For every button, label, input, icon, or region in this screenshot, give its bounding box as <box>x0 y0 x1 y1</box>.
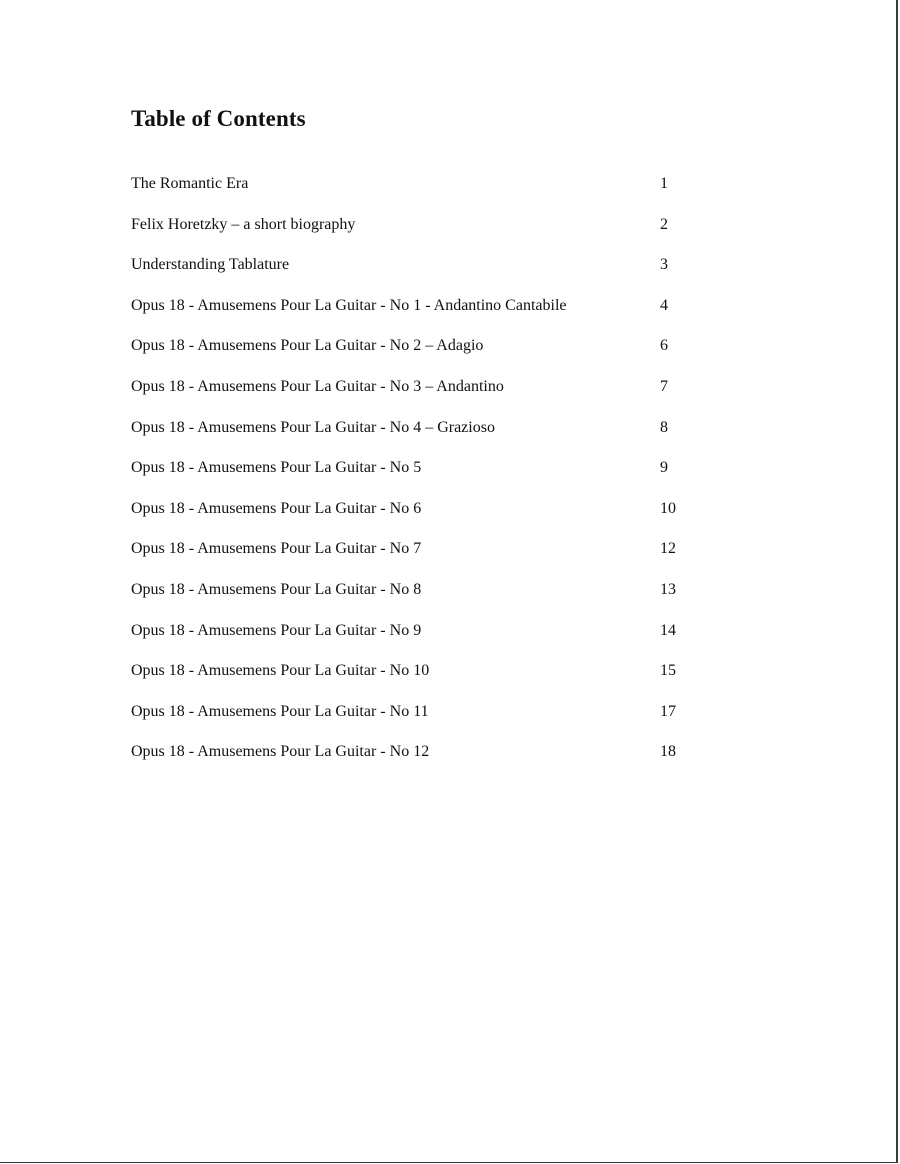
toc-entry <box>131 373 691 414</box>
toc-entry <box>131 495 691 536</box>
toc-entry-page-number: 1 <box>660 175 668 192</box>
toc-list <box>131 170 691 779</box>
toc-entry <box>131 657 691 698</box>
toc-entry <box>131 332 691 373</box>
toc-entry-page-number: 4 <box>660 296 668 314</box>
toc-entry <box>131 251 691 292</box>
toc-entry-title: Opus 18 - Amusemens Pour La Guitar - No 12 <box>131 743 430 761</box>
toc-entry-title: Opus 18 - Amusemens Pour La Guitar - No 2 – Adagio <box>131 337 484 355</box>
toc-entry-title: Opus 18 - Amusemens Pour La Guitar - No 1 - Andantino Cantabile <box>131 296 567 314</box>
toc-entry-title: Opus 18 - Amusemens Pour La Guitar - No 9 <box>131 621 422 639</box>
toc-entry <box>131 414 691 455</box>
toc-entry-page-number: 9 <box>660 459 668 477</box>
toc-entry-title: Opus 18 - Amusemens Pour La Guitar - No 11 <box>131 702 429 720</box>
toc-entry-title: Opus 18 - Amusemens Pour La Guitar - No 7 <box>131 540 422 558</box>
toc-entry-page-number: 14 <box>660 621 676 639</box>
toc-entry-title: Opus 18 - Amusemens Pour La Guitar - No 6 <box>131 499 422 517</box>
toc-entry <box>131 292 691 333</box>
toc-entry <box>131 211 691 252</box>
toc-entry-page-number: 2 <box>660 215 668 233</box>
toc-entry <box>131 535 691 576</box>
toc-entry-page-number: 10 <box>660 499 676 517</box>
toc-entry-title: Felix Horetzky – a short biography <box>131 215 356 233</box>
toc-entry <box>131 454 691 495</box>
toc-entry-title: Opus 18 - Amusemens Pour La Guitar - No 8 <box>131 580 422 598</box>
toc-entry-page-number: 6 <box>660 337 668 355</box>
page-title: Table of Contents <box>131 106 306 131</box>
toc-entry <box>131 738 691 779</box>
toc-entry-title: Understanding Tablature <box>131 256 290 274</box>
toc-entry-page-number: 8 <box>660 418 668 436</box>
toc-entry-title: The Romantic Era <box>131 175 249 192</box>
toc-entry-title: Opus 18 - Amusemens Pour La Guitar - No 10 <box>131 662 430 680</box>
toc-entry-page-number: 3 <box>660 256 668 274</box>
toc-entry-page-number: 17 <box>660 702 676 720</box>
toc-entry <box>131 170 691 211</box>
toc-entry-title: Opus 18 - Amusemens Pour La Guitar - No 4 – Grazioso <box>131 418 495 436</box>
toc-entry-title: Opus 18 - Amusemens Pour La Guitar - No 5 <box>131 459 422 477</box>
toc-entry-page-number: 18 <box>660 743 676 761</box>
toc-entry <box>131 617 691 658</box>
toc-entry-page-number: 13 <box>660 580 676 598</box>
toc-entry <box>131 576 691 617</box>
toc-entry-page-number: 7 <box>660 377 668 395</box>
toc-entry-title: Opus 18 - Amusemens Pour La Guitar - No 3 – Andantino <box>131 377 504 395</box>
toc-entry-page-number: 15 <box>660 662 676 680</box>
toc-entry <box>131 698 691 739</box>
toc-entry-page-number: 12 <box>660 540 676 558</box>
